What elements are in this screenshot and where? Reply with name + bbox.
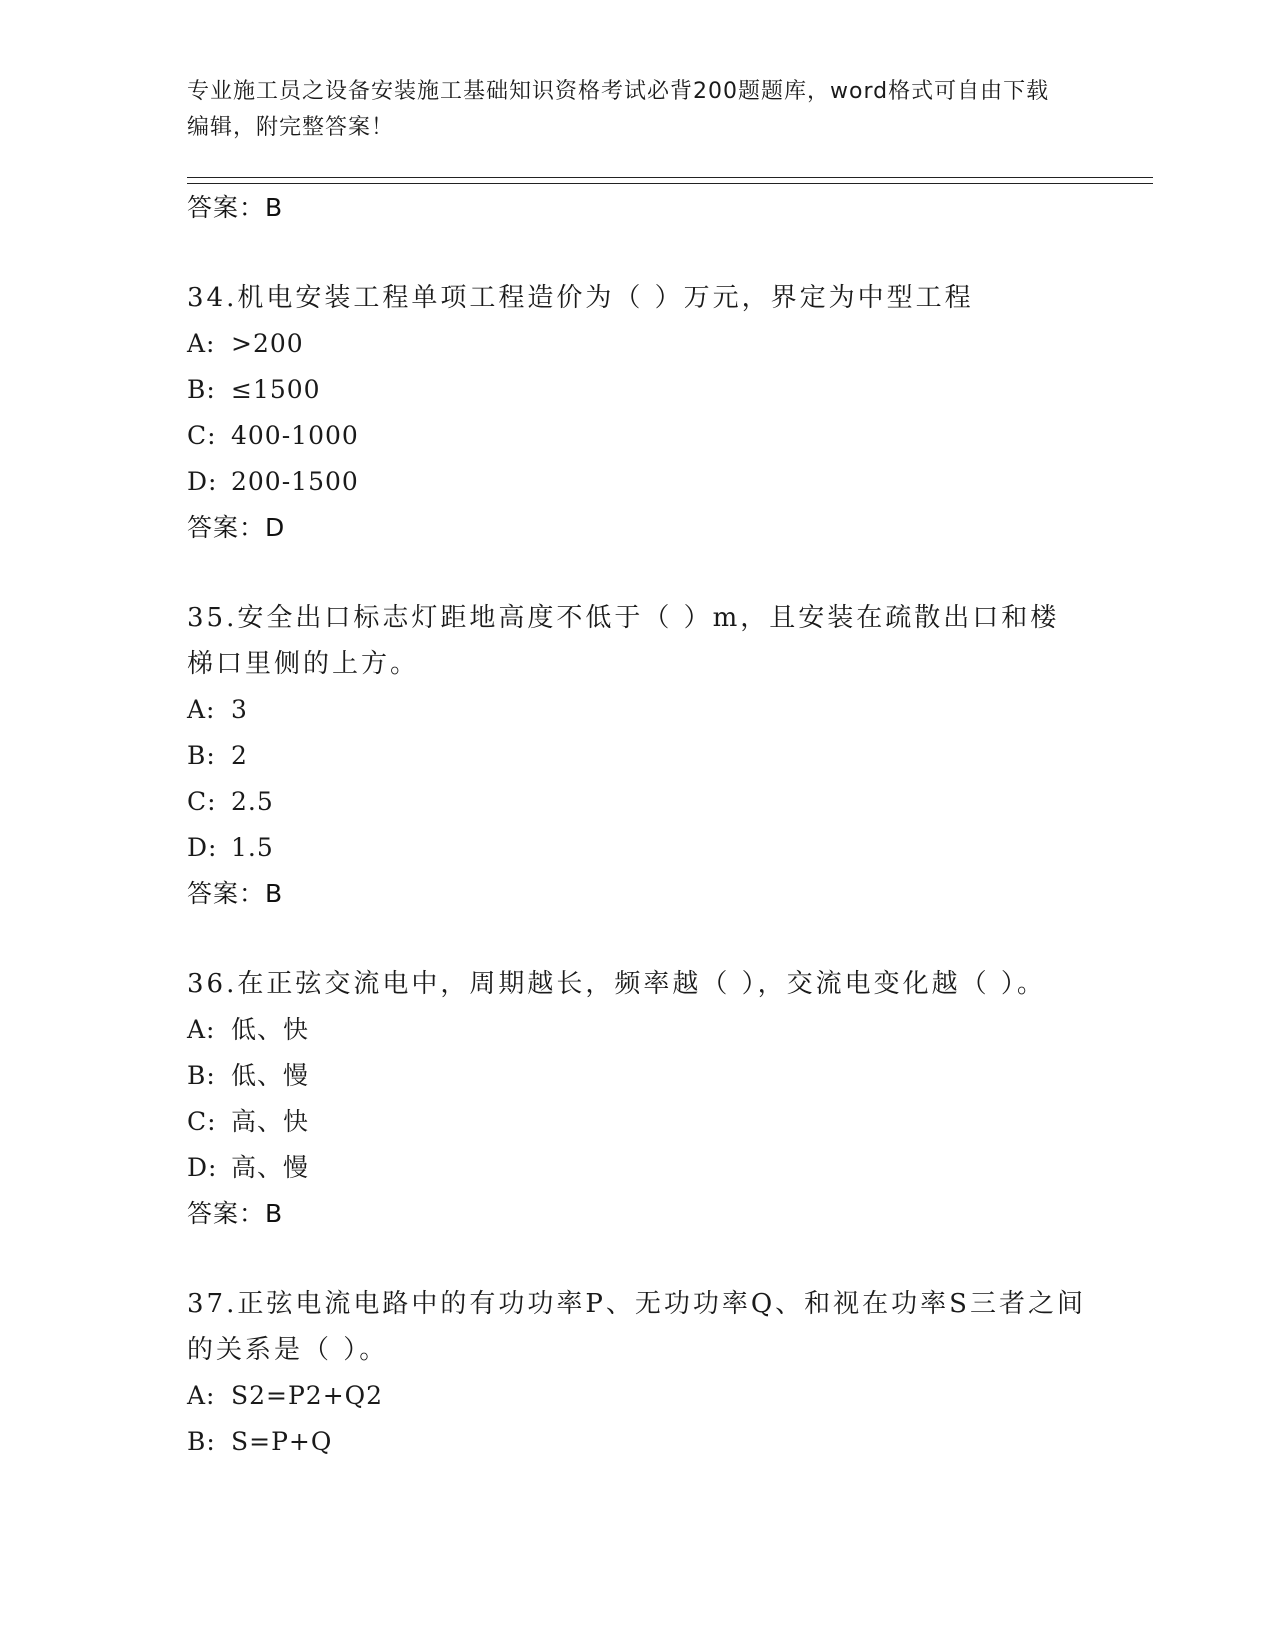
question-spacer	[187, 1237, 1087, 1281]
option-d	[187, 1145, 1087, 1191]
option-c	[187, 779, 1087, 825]
option-c	[187, 413, 1087, 459]
document-body	[187, 185, 1087, 1465]
document-header: 专业施工员之设备安装施工基础知识资格考试必背200题题库，word格式可自由下载编辑，附完整答案！	[187, 79, 1050, 140]
question-spacer	[187, 231, 1087, 275]
option-b	[187, 367, 1087, 413]
option-label: D:	[187, 833, 218, 862]
option-a	[187, 321, 1087, 367]
option-label: D:	[187, 467, 218, 496]
header-rule-bottom	[187, 183, 1153, 184]
question-block	[187, 275, 1087, 551]
option-label: A:	[187, 1015, 216, 1044]
option-a	[187, 1007, 1087, 1053]
option-a	[187, 687, 1087, 733]
option-label: C:	[187, 1107, 217, 1136]
option-b	[187, 733, 1087, 779]
option-text: ≤1500	[231, 375, 321, 404]
header-rule-top	[187, 177, 1153, 178]
option-c	[187, 1099, 1087, 1145]
question-block	[187, 595, 1087, 917]
answer-line: 答案：B	[187, 879, 284, 908]
option-text: 200-1500	[231, 467, 359, 496]
option-label: C:	[187, 421, 217, 450]
option-text: S2=P2+Q2	[231, 1381, 384, 1410]
option-d	[187, 459, 1087, 505]
option-label: B:	[187, 1061, 216, 1090]
option-label: B:	[187, 1427, 216, 1456]
answer-line: 答案：B	[187, 193, 284, 222]
option-label: A:	[187, 1381, 216, 1410]
question-block	[187, 961, 1087, 1237]
option-b	[187, 1419, 1087, 1465]
option-label: B:	[187, 741, 216, 770]
option-text: 2	[231, 741, 248, 770]
option-text: S=P+Q	[231, 1427, 333, 1456]
option-label: A:	[187, 695, 216, 724]
option-text: 3	[231, 695, 248, 724]
option-label: B:	[187, 375, 216, 404]
option-text: 2.5	[231, 787, 274, 816]
option-text: 高、慢	[231, 1153, 310, 1182]
question-stem: 35.安全出口标志灯距地高度不低于（ ）m，且安装在疏散出口和楼梯口里侧的上方。	[187, 603, 1060, 679]
answer-line: 答案：D	[187, 513, 286, 542]
option-label: D:	[187, 1153, 218, 1182]
option-text: 400-1000	[231, 421, 359, 450]
option-text: >200	[231, 329, 304, 358]
question-stem: 34.机电安装工程单项工程造价为（ ）万元，界定为中型工程	[187, 283, 974, 313]
option-text: 高、快	[231, 1107, 310, 1136]
option-text: 低、慢	[231, 1061, 310, 1090]
answer-line: 答案：B	[187, 1199, 284, 1228]
question-stem: 37.正弦电流电路中的有功功率P、无功功率Q、和视在功率S三者之间的关系是（ ）。	[187, 1289, 1086, 1365]
question-stem: 36.在正弦交流电中，周期越长，频率越（ ），交流电变化越（ ）。	[187, 969, 1046, 999]
question-spacer	[187, 551, 1087, 595]
option-text: 低、快	[231, 1015, 310, 1044]
question-block	[187, 1281, 1087, 1465]
option-b	[187, 1053, 1087, 1099]
option-text: 1.5	[231, 833, 274, 862]
question-spacer	[187, 917, 1087, 961]
option-label: A:	[187, 329, 216, 358]
option-a	[187, 1373, 1087, 1419]
option-label: C:	[187, 787, 217, 816]
option-d	[187, 825, 1087, 871]
